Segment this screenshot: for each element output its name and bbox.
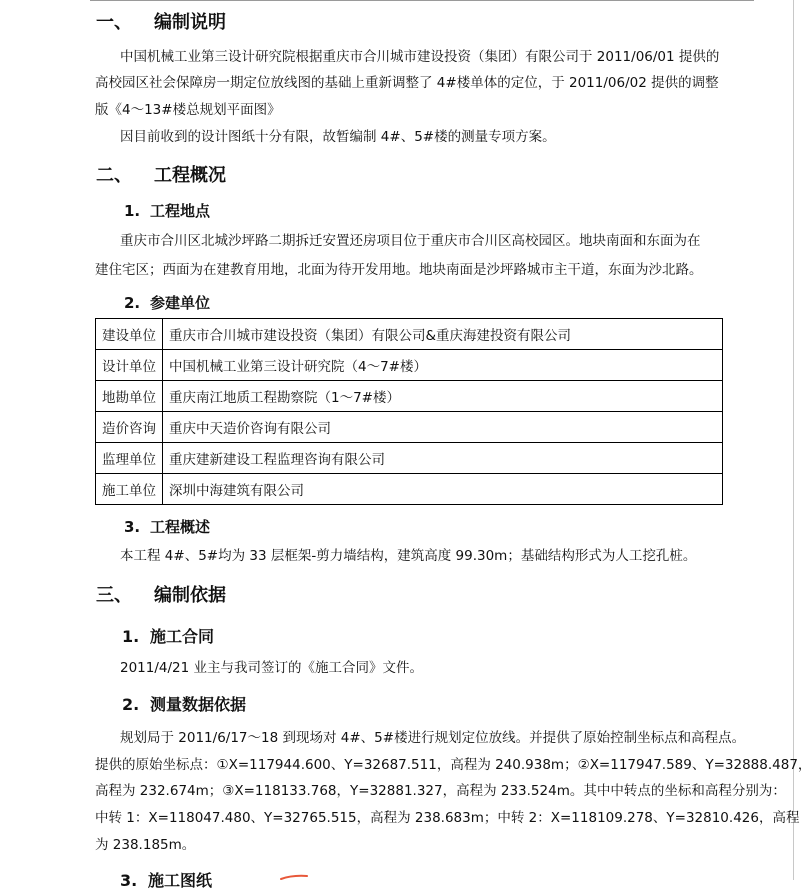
unit-name: 重庆建新建设工程监理咨询有限公司 bbox=[163, 443, 723, 474]
section-2-number: 二、 bbox=[96, 165, 132, 186]
section-3-number: 三、 bbox=[96, 585, 132, 606]
unit-name: 重庆南江地质工程勘察院（1～7#楼） bbox=[163, 381, 723, 412]
subsection-number: 3. bbox=[124, 518, 141, 536]
subsection-title: 工程概述 bbox=[150, 518, 211, 536]
subsection-number: 1. bbox=[124, 202, 141, 220]
subsection-number: 1. bbox=[122, 627, 140, 646]
subsection-title: 测量数据依据 bbox=[150, 695, 247, 714]
section-2-title: 工程概况 bbox=[154, 165, 226, 186]
section-1-number: 一、 bbox=[96, 12, 132, 33]
survey-line5: 为 238.185m。 bbox=[95, 837, 196, 853]
unit-role: 地勘单位 bbox=[96, 381, 163, 412]
survey-line4: 中转 1：X=118047.480、Y=32765.515，高程为 238.683m；中转 2：X=118109.278、Y=32810.426，高程 bbox=[95, 810, 800, 826]
s1-para1-line1: 中国机械工业第三设计研究院根据重庆市合川城市建设投资（集团）有限公司于 2011/06/01 提供的 bbox=[120, 49, 720, 65]
unit-role: 建设单位 bbox=[96, 319, 163, 350]
unit-role: 施工单位 bbox=[96, 474, 163, 505]
subsection-title: 参建单位 bbox=[150, 294, 211, 312]
table-row bbox=[96, 350, 723, 381]
location-line1: 重庆市合川区北城沙坪路二期拆迁安置还房项目位于重庆市合川区高校园区。地块南面和东面为在 bbox=[120, 233, 701, 249]
table-row bbox=[96, 412, 723, 443]
page-edge bbox=[793, 0, 794, 880]
annotation-mark bbox=[280, 874, 308, 880]
overview-line: 本工程 4#、5#均为 33 层框架-剪力墙结构，建筑高度 99.30m；基础结构形式为人工挖孔桩。 bbox=[120, 548, 697, 564]
survey-line1: 规划局于 2011/6/17～18 到现场对 4#、5#楼进行规划定位放线。并提供了原始控制坐标点和高程点。 bbox=[120, 730, 746, 746]
subsection-title: 工程地点 bbox=[150, 202, 211, 220]
contract-line: 2011/4/21 业主与我司签订的《施工合同》文件。 bbox=[120, 660, 424, 676]
table-row bbox=[96, 443, 723, 474]
section-1-title: 编制说明 bbox=[154, 12, 226, 33]
unit-name: 中国机械工业第三设计研究院（4～7#楼） bbox=[163, 350, 723, 381]
location-line2: 建住宅区；西面为在建教育用地，北面为待开发用地。地块南面是沙坪路城市主干道，东面为沙北路。 bbox=[95, 262, 703, 278]
subsection-survey-data-heading bbox=[122, 692, 246, 715]
table-row bbox=[96, 474, 723, 505]
subsection-location-heading bbox=[124, 200, 210, 221]
subsection-overview-heading bbox=[124, 516, 210, 537]
unit-role: 造价咨询 bbox=[96, 412, 163, 443]
s1-para1-line2: 高校园区社会保障房一期定位放线图的基础上重新调整了 4#楼单体的定位，于 2011/06/02 提供的调整 bbox=[95, 75, 719, 91]
unit-role: 监理单位 bbox=[96, 443, 163, 474]
section-2-heading bbox=[96, 161, 226, 187]
section-3-heading bbox=[96, 581, 226, 607]
unit-name: 重庆中天造价咨询有限公司 bbox=[163, 412, 723, 443]
participating-units-table bbox=[95, 318, 723, 505]
table-row bbox=[96, 381, 723, 412]
top-rule bbox=[90, 0, 754, 1]
survey-line3: 高程为 232.674m；③X=118133.768，Y=32881.327，高程为 233.524m。其中中转点的坐标和高程分别为： bbox=[95, 783, 786, 799]
s1-para1-line3: 版《4～13#楼总规划平面图》 bbox=[95, 102, 281, 118]
section-3-title: 编制依据 bbox=[154, 585, 226, 606]
survey-line2: 提供的原始坐标点：①X=117944.600、Y=32687.511，高程为 240.938m；②X=117947.589、Y=32888.487， bbox=[95, 757, 811, 773]
unit-name: 深圳中海建筑有限公司 bbox=[163, 474, 723, 505]
section-1-heading bbox=[96, 8, 226, 34]
s1-para2: 因目前收到的设计图纸十分有限，故暂编制 4#、5#楼的测量专项方案。 bbox=[120, 129, 556, 145]
subsection-drawings-heading bbox=[120, 868, 213, 890]
unit-role: 设计单位 bbox=[96, 350, 163, 381]
unit-name: 重庆市合川城市建设投资（集团）有限公司&重庆海建投资有限公司 bbox=[163, 319, 723, 350]
subsection-contract-heading bbox=[122, 624, 214, 647]
subsection-number: 2. bbox=[122, 695, 140, 714]
subsection-title: 施工合同 bbox=[150, 627, 215, 646]
subsection-number: 2. bbox=[124, 294, 141, 312]
subsection-number: 3. bbox=[120, 871, 138, 890]
table-row bbox=[96, 319, 723, 350]
subsection-units-heading bbox=[124, 292, 210, 313]
subsection-title: 施工图纸 bbox=[148, 871, 213, 890]
